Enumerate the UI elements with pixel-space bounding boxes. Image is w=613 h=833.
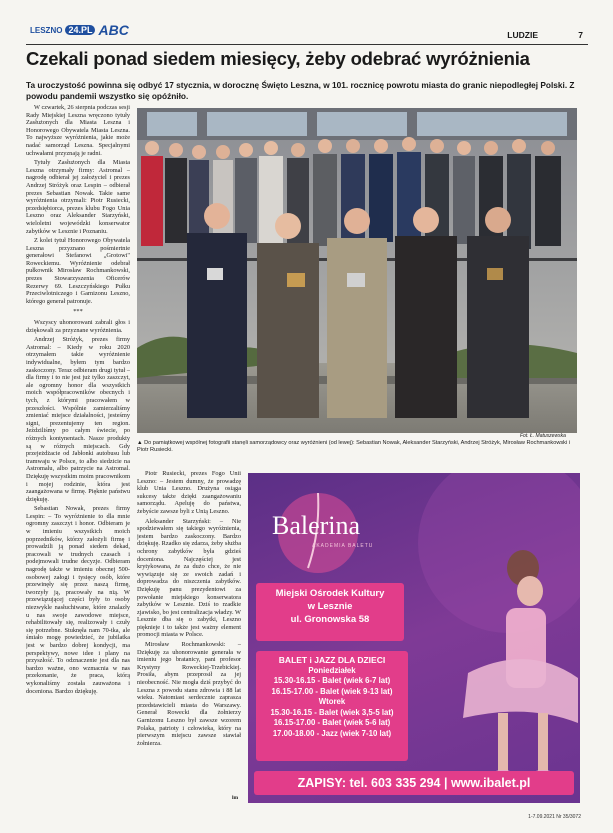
header-rule [26,44,588,45]
newspaper-logo [30,22,129,38]
article-paragraph: Aleksander Starzyński: – Nie spodziewałem się takiego wyróżnienia, jestem bardzo zaskoczony. Bardzo dziękuję. Rzadko się zdarza, żeby służba ochrony zabytków była gdzieś doceniona. Najczęściej jest krytykowana, że za dużo chce, że nie wywiązuje się ze swoich zadań i doprowadza do niszczenia zabytków. Dziękuję panu prezydentowi za powołanie miejskiego konserwatora zabytków w Lesznie. Dziś to rzadkie zjawisko, bo jest centralizacja władzy. W Lesznie dba się o zabytki, Leszno pięknieje i to także jest ważny element promocji miasta w Polsce. [137,517,241,639]
ad-signup-banner[interactable]: ZAPISY: tel. 603 335 294 | www.ibalet.pl [254,771,574,795]
ad-brand: Balerina [272,511,361,540]
article-paragraph: W czwartek, 26 sierpnia podczas sesji Rady Miejskiej Leszna wręczono tytuły Zasłużonych dla Miasta Leszna i Honorowego Obywatela Miasta Leszna. To najwyższe wyróżnienia, jakie może nadać samorząd Leszna. Specjalnymi uchwałami przyznają je radni. [26,104,130,157]
logo-badge: 24.PL [65,25,95,35]
article-paragraph: Tytuły Zasłużonych dla Miasta Leszna otrzymały firmy: Astromal – nagrodę odbierał jej założyciel i prezes Andrzej Stróżyk oraz Lespin – odbierał prezes Sebastian Nowak. Takie same wyróżnienia otrzymali: Piotr Rusiecki, przedsiębiorca, prezes klubu Fogo Unia Leszno oraz Aleksander Starzyński, wieloletni wojewódzki konserwator zabytków w Lesznie i Poznaniu. [26,159,130,235]
balerina-advertisement [248,473,580,803]
schedule-row: 16.15-17.00 - Balet (wiek 5-6 lat) [273,718,391,727]
logo-abc: ABC [98,22,129,38]
organizer-line-1: Miejski Ośrodek Kultury [275,588,385,599]
article-column-2 [137,470,241,792]
article-paragraph: Andrzej Stróżyk, prezes firmy Astromal: – Kiedy w roku 2020 otrzymałem takie wyróżnienie indywidualne, byłem tym bardzo zaskoczony. Teraz odbieram drugi tytuł – dla firmy i to nie jest już tylko zaszczyt, ale ogromny honor dla wszystkich moich współpracowników obecnych i tych, z którymi pracowałem w przeszłości. Wspólnie zamierzaliśmy zmieniać miejsce działalności, jesteśmy signi, prezentujemy ten region. Jeździliśmy po całym świecie, po różnych kontynentach. Nasze produkty są w różnych miejscach. Gdy przejeżdżacie od Jabłonki autobusu lub tramwaju w Polsce, to albo siedzicie na Astromalu, albo patrzycie na Astromal. Dziękuję wszystkim moim pracownikom i mojej rodzinie, która jest zaangażowana w firmę. Pięknie państwu dziękuję. [26,336,130,503]
schedule-row: 17.00-18.00 - Jazz (wiek 7-10 lat) [272,728,392,738]
photo-credit: Fot. Ł. Matuszewska [520,433,566,439]
schedule-row: 16.15-17.00 - Balet (wiek 9-13 lat) [271,686,393,696]
ad-organizer-box [256,583,404,641]
schedule-title: BALET i JAZZ DLA DZIECI [278,655,386,665]
ad-schedule-box [256,651,408,761]
article-paragraph: Z kolei tytuł Honorowego Obywatela Leszna przyznano pośmiertnie generałowi Stefanowi „Grotowi" Roweckiemu. Wyróżnienie odebrał pułkownik Mirosław Rochmankowski, prezes Stowarzyszenia Oficerów Rezerwy 69. Leszczyńskiego Pułku Przeciwlotniczego i Garnizonu Leszno, którego generał patronuje. [26,237,130,305]
organizer-line-2: w Lesznie [307,601,353,612]
group-photo [137,108,577,433]
section-name: LUDZIE [507,30,538,40]
logo-prefix: LESZNO [30,25,63,35]
author-signature: lm [232,795,239,801]
photo-illustration [137,108,577,433]
schedule-day-1: Poniedziałek [308,665,356,675]
article-paragraph: Mirosław Rochmankowski: – Dziękuję za uhonorowanie generała w imieniu jego bratanicy, pani profesor Krystyny Roweckiej-Trzebickiej. Prosiła, abym przeprosił za jej nieobecność. Nie mogła dziś przybyć do Leszna z powodu stanu zdrowia i 88 lat wieku. Natomiast serdecznie zaprasza przedstawicieli miasta do Warszawy. Generał Rowecki dla żołnierzy Garnizonu Leszno był zawsze wzorem Polaka, patrioty i człowieka, który na pierwszym miejscu zawsze stawiał żołnierza. [137,641,241,747]
article-paragraph: Wszyscy uhonorowani zabrali głos i dziękowali za przyznane wyróżnienia. [26,319,130,334]
article-paragraph: Piotr Rusiecki, prezes Fogo Unii Leszno: – Jestem dumny, że prowadzę klub Unia Leszno. Drużyna osiąga sukcesy także dzięki zaangażowaniu samorządu. Apeluję do państwa, żebyście zawsze byli z Unią Leszno. [137,470,241,515]
article-headline: Czekali ponad siedem miesięcy, żeby odebrać wyróżnienia [26,48,530,69]
ad-brand-sub: AKADEMIA BALETU [312,543,374,549]
article-column-1 [26,104,130,804]
photo-caption: ▲ Do pamiątkowej wspólnej fotografii stanęli samorządowcy oraz wyróżnieni (od lewej): Sebastian Nowak, Aleksander Starzyński, Andrzej Stróżyk, Mirosław Rochmankowski i Piotr Rusiecki. [137,440,571,453]
article-paragraph: *** [73,308,83,316]
schedule-row: 15.30-16.15 - Balet (wiek 3,5-5 lat) [270,707,394,717]
issue-info: 1-7.09.2021 Nr 35/3072 [528,814,581,820]
article-paragraph: Sebastian Nowak, prezes firmy Lespin: – To wyróżnienie to dla mnie ogromny zaszczyt i honor. Odbieram je w imieniu wszystkich moich poprzedników, którzy założyli firmę i prowadzili ją ponad siedem dekad, pracowali w trudnych czasach i podejmowali trudne decyzje. Odbieram nagrodę także w imieniu obecnej 500-osobowej załogi i tysięcy osób, które przewinęły się przez naszą firmę, tworzyły ją, pracowały na nią. W przewiązującej części były to osoby niezwykle nasłuchiwane, które znalazły u nas swoje zawodowe miejsce, rehabilitowały się, realizowały i czuły się potrzebne. Stuknęła nam 70-tka, ale śmiało mogę powiedzieć, że jubilatka jest w bardzo dobrej kondycji, ma perspektywy, nowe idee i plany na przyszłość. To odznaczenie jest dla nas bardzo ważne, ono wzmacnia w nas przekonanie, że praca, którą wykonaliśmy została zauważona i doceniona. Bardzo dziękuję. [26,505,130,695]
schedule-row: 15.30-16.15 - Balet (wiek 6-7 lat) [273,676,391,685]
page-number: 7 [578,30,583,40]
schedule-day-2: Wtorek [318,697,346,706]
article-lead: Ta uroczystość powinna się odbyć 17 stycznia, w dorocznę Święto Leszna, w 101. rocznicę powrotu miasta do granic niepodległej Polski. Z powodu pandemii wszystko się opóźniło. [26,80,575,101]
organizer-line-3: ul. Gronowska 58 [290,614,370,625]
